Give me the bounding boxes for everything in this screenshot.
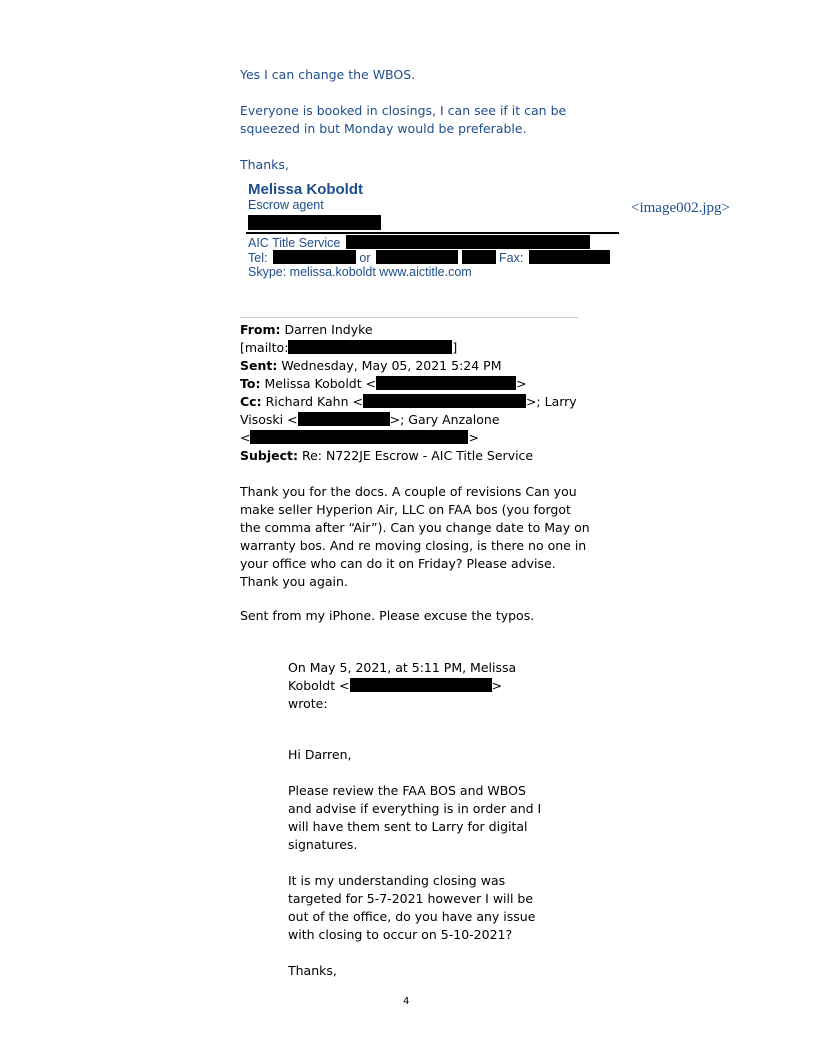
message-line: Thank you again.: [240, 574, 348, 589]
redaction-block: [529, 250, 610, 264]
page-number: 4: [403, 996, 410, 1007]
header-to: To: Melissa Koboldt < >: [240, 376, 527, 391]
redaction-block: [248, 215, 381, 230]
message-line: your office who can do it on Friday? Please advise.: [240, 556, 556, 571]
quoted-greeting: Hi Darren,: [288, 747, 352, 762]
redaction-block: [376, 250, 458, 264]
reply-thanks: Thanks,: [240, 157, 289, 172]
signature-skype: Skype: melissa.koboldt www.aictitle.com: [248, 265, 472, 279]
redaction-block: [273, 250, 356, 264]
quoted-attribution-line3: wrote:: [288, 696, 328, 711]
signature-company: AIC Title Service: [248, 236, 341, 250]
redaction-block: [376, 376, 516, 390]
reply-line-2a: Everyone is booked in closings, I can see if it can be: [240, 103, 567, 118]
redaction-block: [250, 430, 468, 444]
tel-label: Tel:: [248, 251, 268, 265]
redaction-block: [350, 678, 492, 692]
redaction-block: [288, 340, 452, 354]
message-separator: [240, 317, 578, 318]
signature-divider: [246, 232, 619, 234]
quoted-line: out of the office, do you have any issue: [288, 909, 536, 924]
quoted-line: targeted for 5-7-2021 however I will be: [288, 891, 534, 906]
quoted-line: Please review the FAA BOS and WBOS: [288, 783, 526, 798]
header-subject: Subject: Re: N722JE Escrow - AIC Title Service: [240, 448, 534, 463]
quoted-line: with closing to occur on 5-10-2021?: [288, 927, 513, 942]
signature-name: Melissa Koboldt: [248, 181, 364, 198]
reply-line-1: Yes I can change the WBOS.: [240, 67, 416, 82]
signature-company-line: [248, 235, 590, 250]
quoted-line: will have them sent to Larry for digital: [288, 819, 528, 834]
quoted-line: signatures.: [288, 837, 358, 852]
quoted-thanks: Thanks,: [288, 963, 337, 978]
signature-title: Escrow agent: [248, 198, 324, 212]
quoted-attribution-line2: Koboldt < >: [288, 678, 503, 693]
redaction-block: [298, 412, 390, 426]
header-cc: Cc: Richard Kahn < >; Larry: [240, 394, 577, 409]
header-cc-line3: < >: [240, 430, 479, 445]
reply-line-2b: squeezed in but Monday would be preferable.: [240, 121, 527, 136]
quoted-line: It is my understanding closing was: [288, 873, 506, 888]
message-line: warranty bos. And re moving closing, is there no one in: [240, 538, 587, 553]
fax-label: Fax:: [499, 251, 524, 265]
message-line: Thank you for the docs. A couple of revisions Can you: [240, 484, 577, 499]
iphone-signature: Sent from my iPhone. Please excuse the typos.: [240, 608, 535, 623]
message-line: make seller Hyperion Air, LLC on FAA bos (you forgot: [240, 502, 571, 517]
header-sent: Sent: Wednesday, May 05, 2021 5:24 PM: [240, 358, 502, 373]
redaction-block: [462, 250, 496, 264]
message-line: the comma after “Air”). Can you change date to May on: [240, 520, 590, 535]
image-placeholder: <image002.jpg>: [631, 200, 730, 216]
quoted-line: and advise if everything is in order and I: [288, 801, 542, 816]
redaction-block: [363, 394, 526, 408]
quoted-attribution: On May 5, 2021, at 5:11 PM, Melissa: [288, 660, 517, 675]
header-cc-line2: Visoski < >; Gary Anzalone: [240, 412, 500, 427]
signature-tel-line: [248, 250, 610, 265]
header-from: From: Darren Indyke: [240, 322, 373, 337]
header-mailto: [mailto: ]: [240, 340, 458, 355]
or-label: or: [359, 251, 371, 265]
redaction-block: [346, 235, 590, 249]
